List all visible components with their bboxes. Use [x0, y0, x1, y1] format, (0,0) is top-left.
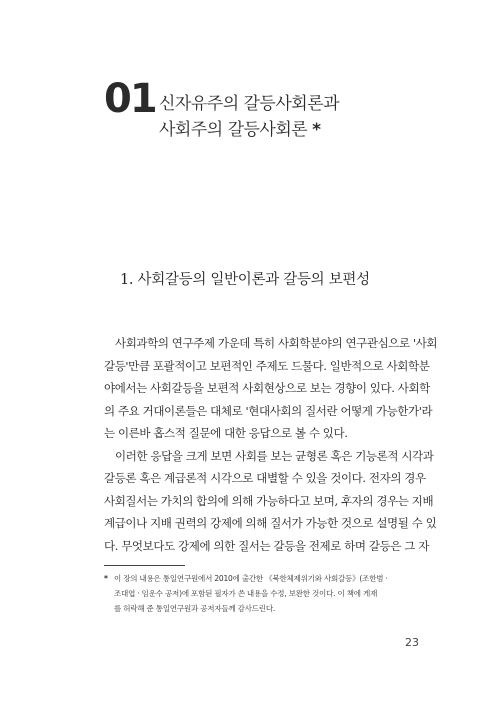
- body-line: 사회과학의 연구주제 가운데 특히 사회학분야의 연구관심으로 '사회: [115, 336, 438, 350]
- body-text: [104, 332, 438, 557]
- chapter-header: [0, 0, 500, 200]
- footnote-line-2: 조대엽 · 임운수 공저)에 포함된 필자가 쓴 내용을 수정, 보완한 것이다. 이 책에 게재: [114, 589, 378, 598]
- footnote-line-1: [104, 571, 424, 586]
- body-line: 이러한 응답을 크게 보면 사회를 보는 균형론 혹은 기능론적 시각과: [115, 448, 434, 463]
- section-heading: 1. 사회갈등의 일반이론과 갈등의 보편성: [120, 272, 370, 288]
- body-line: 야에서는 사회갈등을 보편적 사회현상으로 보는 경향이 있다. 사회학: [104, 381, 430, 395]
- footnote-reference-mark: *: [312, 120, 321, 140]
- body-line: 계급이나 지배 권력의 강제에 의해 질서가 가능한 것으로 설명될 수 있: [104, 516, 437, 530]
- body-line: 의 주요 거대이론들은 대체로 '현대사회의 질서란 어떻게 가능한가'라: [104, 403, 433, 418]
- footnote-divider: [104, 565, 185, 566]
- chapter-title: [159, 91, 339, 143]
- body-line: 는 이른바 홉스적 질문에 대한 응답으로 볼 수 있다.: [104, 426, 348, 440]
- footnote-mark: *: [104, 574, 108, 583]
- body-line: 갈등'만큼 포괄적이고 보편적인 주제도 드물다. 일반적으로 사회학분: [104, 358, 430, 373]
- chapter-number: 01: [104, 76, 156, 122]
- body-line: 갈등론 혹은 계급론적 시각으로 대별할 수 있을 것이다. 전자의 경우: [104, 471, 426, 485]
- footnote-text: 이 장의 내용은 통일연구원에서 2010에 출간한 《북한체제위기와 사회갈등》(조한범 ·: [114, 574, 388, 583]
- chapter-title-line-2: [159, 117, 339, 143]
- body-line: 사회질서는 가치의 합의에 의해 가능하다고 보며, 후자의 경우는 지배: [104, 493, 434, 508]
- page-number: 23: [405, 636, 419, 649]
- footnote: [104, 571, 424, 616]
- body-line: 다. 무엇보다도 강제에 의한 질서는 갈등을 전제로 하며 갈등은 그 자: [104, 538, 429, 553]
- chapter-title-line-1: 신자유주의 갈등사회론과: [159, 94, 340, 114]
- footnote-line-3: 를 허락해 준 통일연구원과 공저자들께 감사드린다.: [114, 604, 276, 613]
- chapter-title-line-2-text: 사회주의 갈등사회론: [159, 120, 308, 140]
